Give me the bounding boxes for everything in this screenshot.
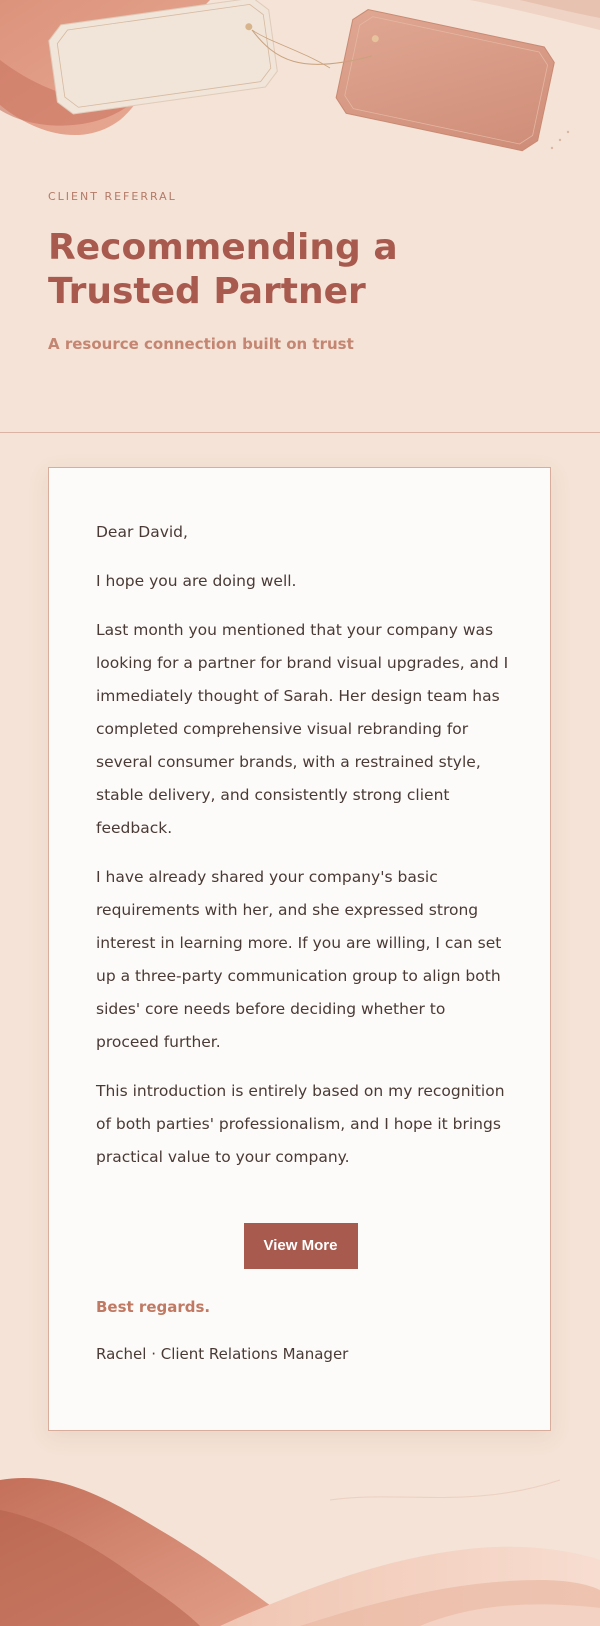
letter-paragraph: This introduction is entirely based on my recognition of both parties' professionalism, and I hope it brings practical value to your company. <box>96 1082 505 1166</box>
letter-paragraph: Last month you mentioned that your company was looking for a partner for brand visual upgrades, and I immediately thought of Sarah. Her design team has completed comprehensive visual rebranding for several consumer brands, with a restrained style, stable delivery, and consistently strong client feedback. <box>96 621 509 837</box>
page-subtitle: A resource connection built on trust <box>48 335 354 353</box>
letter-signature: Rachel · Client Relations Manager <box>96 1345 349 1363</box>
letter-card <box>48 467 551 1431</box>
letter-greeting: Dear David, <box>96 523 188 541</box>
letter-signoff: Best regards. <box>96 1298 211 1316</box>
letter-paragraph: I have already shared your company's basic requirements with her, and she expressed strong interest in learning more. If you are willing, I can set up a three-party communication group to align both sides' core needs before deciding whether to proceed further. <box>96 868 502 1051</box>
page-title: Recommending a Trusted Partner <box>48 227 398 312</box>
letter-paragraph: I hope you are doing well. <box>96 572 297 590</box>
letter-body <box>96 516 511 1190</box>
eyebrow-label: CLIENT REFERRAL <box>48 190 177 203</box>
header-divider <box>0 432 600 433</box>
cta-container <box>49 1223 552 1269</box>
view-more-button[interactable]: View More <box>244 1223 358 1269</box>
gift-tags-illustration <box>0 0 600 170</box>
silk-fabric-illustration <box>0 1440 600 1626</box>
